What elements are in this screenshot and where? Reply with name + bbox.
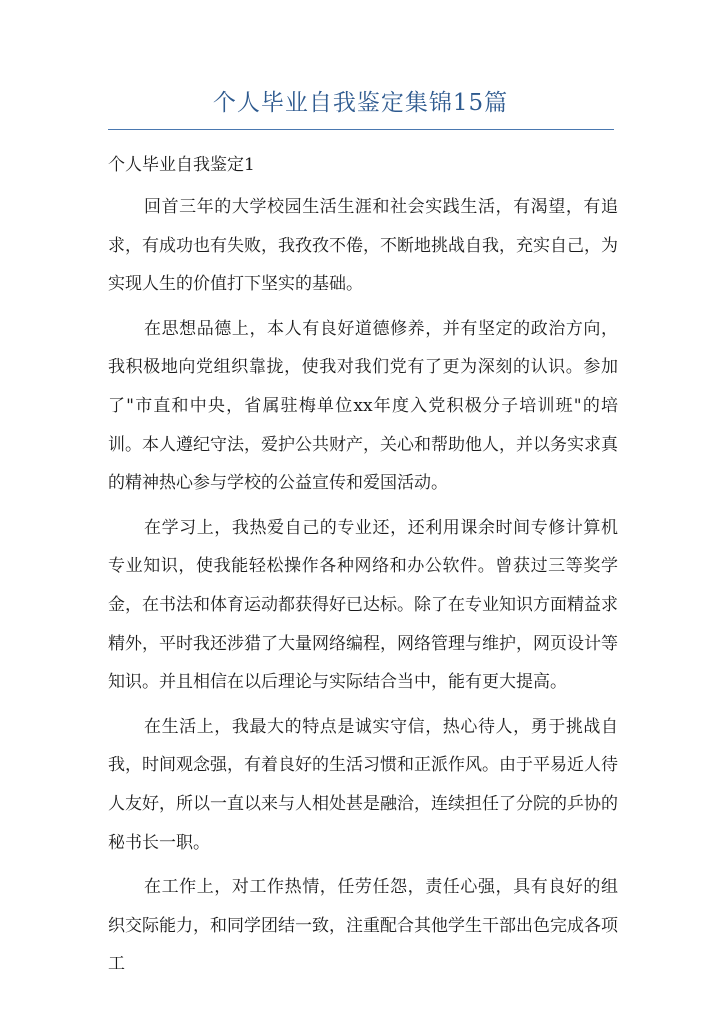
document-title: 个人毕业自我鉴定集锦15篇 bbox=[212, 90, 509, 116]
paragraph-intro: 回首三年的大学校园生活生涯和社会实践生活，有渴望，有追求，有成功也有失败，我孜孜不倦，不断地挑战自我，充实自己，为实现人生的价值打下坚实的基础。 bbox=[108, 197, 618, 295]
document-body bbox=[108, 188, 618, 990]
paragraph-study: 在学习上，我热爱自己的专业还，还利用课余时间专修计算机专业知识，使我能轻松操作各种网络和办公软件。曾获过三等奖学金，在书法和体育运动都获得好已达标。除了在专业知识方面精益求精外，平时我还涉猎了大量网络编程，网络管理与维护，网页设计等知识。并且相信在以后理论与实际结合当中，能有更大提高。 bbox=[108, 517, 618, 693]
paragraph-work: 在工作上，对工作热情，任劳任怨，责任心强，具有良好的组织交际能力，和同学团结一致，注重配合其他学生干部出色完成各项工 bbox=[108, 877, 618, 975]
paragraph-moral-character: 在思想品德上，本人有良好道德修养，并有坚定的政治方向，我积极地向党组织靠拢，使我对我们党有了更为深刻的认识。参加了"市直和中央，省属驻梅单位xx年度入党积极分子培训班"的培训。本人遵纪守法，爱护公共财产，关心和帮助他人，并以务实求真的精神热心参与学校的公益宣传和爱国活动。 bbox=[108, 318, 618, 494]
section-heading: 个人毕业自我鉴定1 bbox=[108, 155, 255, 175]
paragraph-life: 在生活上，我最大的特点是诚实守信，热心待人，勇于挑战自我，时间观念强，有着良好的生活习惯和正派作风。由于平易近人待人友好，所以一直以来与人相处甚是融洽，连续担任了分院的乒协的秘书长一职。 bbox=[108, 716, 618, 853]
title-divider bbox=[108, 129, 614, 130]
